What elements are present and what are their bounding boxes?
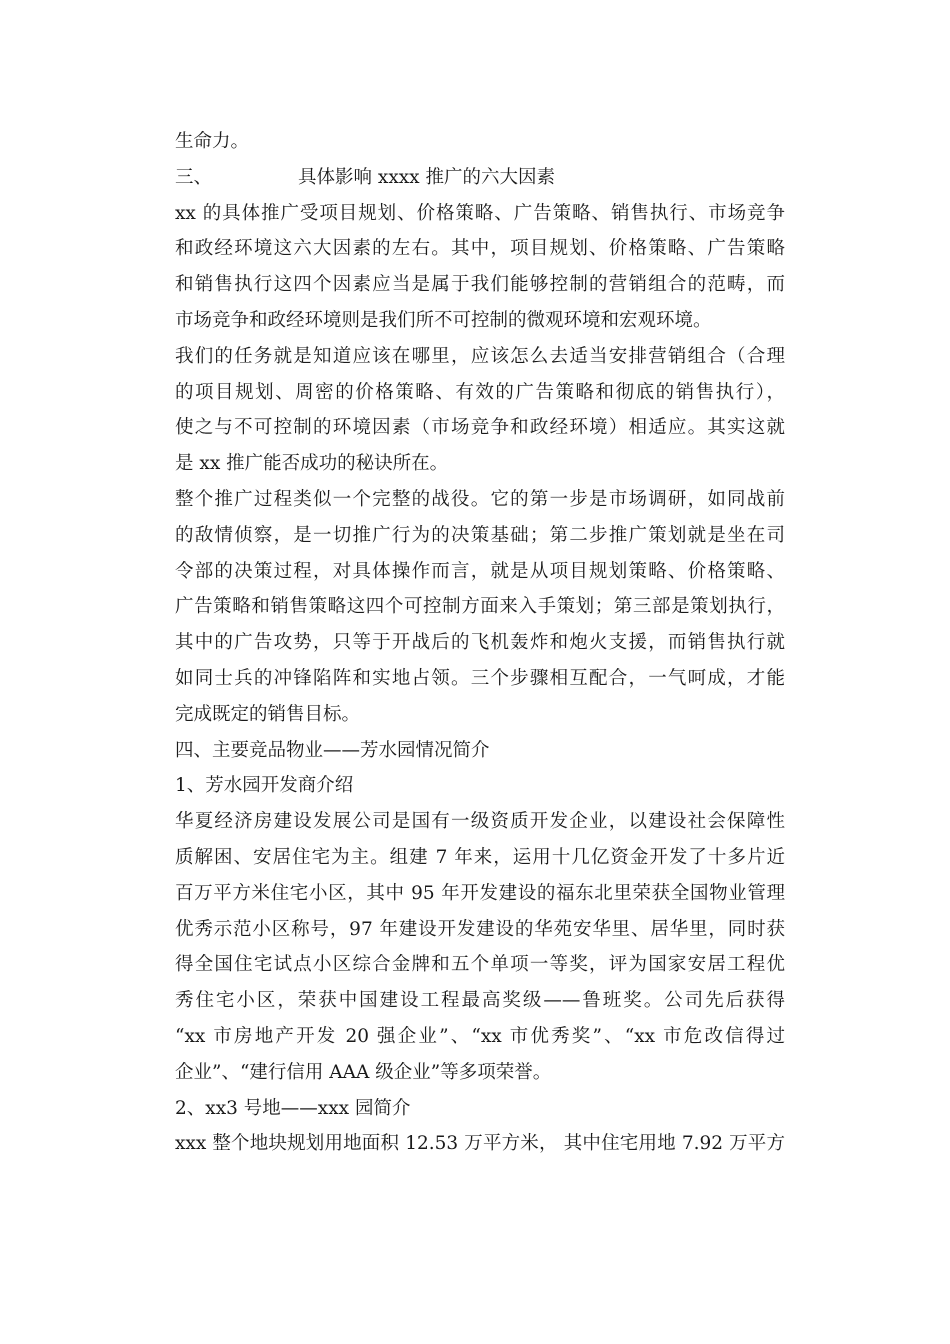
text-line: 和政经环境这六大因素的左右。其中，项目规划、价格策略、广告策略 bbox=[175, 238, 785, 260]
text-line: 是 xx 推广能否成功的秘诀所在。 bbox=[175, 453, 449, 475]
text-line: 百万平方米住宅小区，其中 95 年开发建设的福东北里荣获全国物业管理 bbox=[175, 882, 785, 904]
text-line: 四、主要竞品物业——芳水园情况简介 bbox=[175, 739, 490, 761]
text-line: 和销售执行这四个因素应当是属于我们能够控制的营销组合的范畴，而 bbox=[175, 274, 785, 296]
text-line: 我们的任务就是知道应该在哪里，应该怎么去适当安排营销组合（合理 bbox=[175, 345, 785, 367]
text-line: 整个推广过程类似一个完整的战役。它的第一步是市场调研，如同战前 bbox=[175, 488, 785, 510]
text-line: 的敌情侦察，是一切推广行为的决策基础；第二步推广策划就是坐在司 bbox=[175, 524, 785, 546]
document-body bbox=[175, 124, 785, 1162]
section-heading-text: 具体影响 xxxx 推广的六大因素 bbox=[298, 166, 555, 188]
text-line: 市场竞争和政经环境则是我们所不可控制的微观环境和宏观环境。 bbox=[175, 309, 712, 331]
text-line: 2、xx3 号地——xxx 园简介 bbox=[175, 1097, 411, 1119]
text-line: 如同士兵的冲锋陷阵和实地占领。三个步骤相互配合，一气呵成，才能 bbox=[175, 667, 785, 689]
text-line: 生命力。 bbox=[175, 131, 250, 152]
text-line: 企业”、“建行信用 AAA 级企业”等多项荣誉。 bbox=[175, 1061, 552, 1083]
text-line: xxx 整个地块规划用地面积 12.53 万平方米， 其中住宅用地 7.92 万平方 bbox=[175, 1133, 785, 1155]
text-line: 质解困、安居住宅为主。组建 7 年来，运用十几亿资金开发了十多片近 bbox=[175, 846, 785, 868]
text-line: 得全国住宅试点小区综合金牌和五个单项一等奖，评为国家安居工程优 bbox=[175, 954, 785, 976]
text-line: xx 的具体推广受项目规划、价格策略、广告策略、销售执行、市场竞争 bbox=[175, 202, 785, 224]
text-line: “xx 市房地产开发 20 强企业”、“xx 市优秀奖”、“xx 市危改信得过 bbox=[175, 1025, 785, 1047]
text-line bbox=[175, 160, 785, 196]
text-line: 使之与不可控制的环境因素（市场竞争和政经环境）相适应。其实这就 bbox=[175, 417, 785, 439]
text-line: 华夏经济房建设发展公司是国有一级资质开发企业，以建设社会保障性 bbox=[175, 811, 785, 833]
text-line: 秀住宅小区，荣获中国建设工程最高奖级——鲁班奖。公司先后获得 bbox=[175, 990, 785, 1012]
text-line: 令部的决策过程，对具体操作而言，就是从项目规划策略、价格策略、 bbox=[175, 560, 785, 582]
text-line: 1、芳水园开发商介绍 bbox=[175, 775, 354, 797]
text-line: 的项目规划、周密的价格策略、有效的广告策略和彻底的销售执行）， bbox=[175, 381, 785, 403]
text-line: 优秀示范小区称号，97 年建设开发建设的华苑安华里、居华里，同时获 bbox=[175, 918, 785, 940]
section-number: 三、 bbox=[175, 166, 213, 188]
text-line: 其中的广告攻势，只等于开战后的飞机轰炸和炮火支援，而销售执行就 bbox=[175, 632, 785, 654]
text-line: 广告策略和销售策略这四个可控制方面来入手策划；第三部是策划执行， bbox=[175, 596, 785, 618]
text-line: 完成既定的销售目标。 bbox=[175, 703, 361, 725]
